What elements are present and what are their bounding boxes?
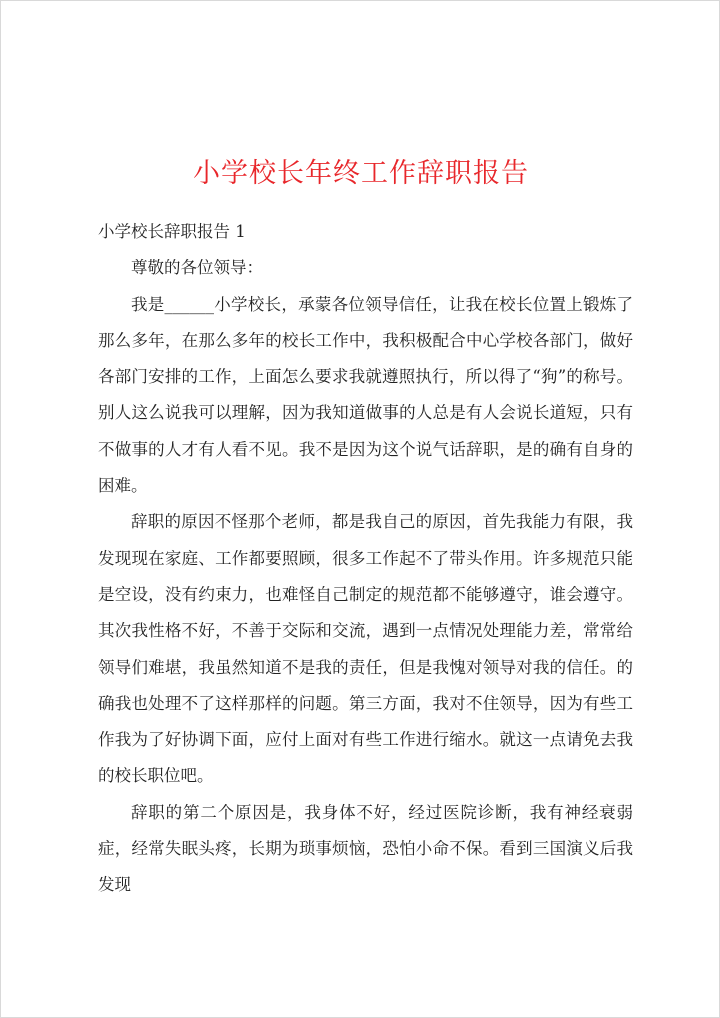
paragraph-1: 我是______小学校长，承蒙各位领导信任，让我在校长位置上锻炼了那么多年，在那么多年的校长工作中，我积极配合中心学校各部门，做好各部门安排的工作，上面怎么要求我就遵照执行，所以得了“狗”的称号。别人这么说我可以理解，因为我知道做事的人总是有人会说长道短，只有不做事的人才有人看不见。我不是因为这个说气话辞职，是的确有自身的困难。 [98, 294, 633, 496]
document-body [98, 214, 633, 904]
paragraph-3: 辞职的第二个原因是，我身体不好，经过医院诊断，我有神经衰弱症，经常失眠头疼，长期为琐事烦恼，恐怕小命不保。看到三国演义后我发现 [98, 802, 633, 895]
subheading: 小学校长辞职报告 1 [98, 222, 246, 241]
document-title: 小学校长年终工作辞职报告 [193, 158, 529, 189]
paragraph-2: 辞职的原因不怪那个老师，都是我自己的原因，首先我能力有限，我发现现在家庭、工作都要照顾，很多工作起不了带头作用。许多规范只能是空设，没有约束力，也难怪自己制定的规范都不能够遵守，谁会遵守。其次我性格不好，不善于交际和交流，遇到一点情况处理能力差，常常给领导们难堪，我虽然知道不是我的责任，但是我愧对领导对我的信任。的确我也处理不了这样那样的问题。第三方面，我对不住领导，因为有些工作我为了好协调下面，应付上面对有些工作进行缩水。就这一点请免去我的校长职位吧。 [98, 512, 633, 786]
salutation: 尊敬的各位领导： [131, 258, 263, 278]
